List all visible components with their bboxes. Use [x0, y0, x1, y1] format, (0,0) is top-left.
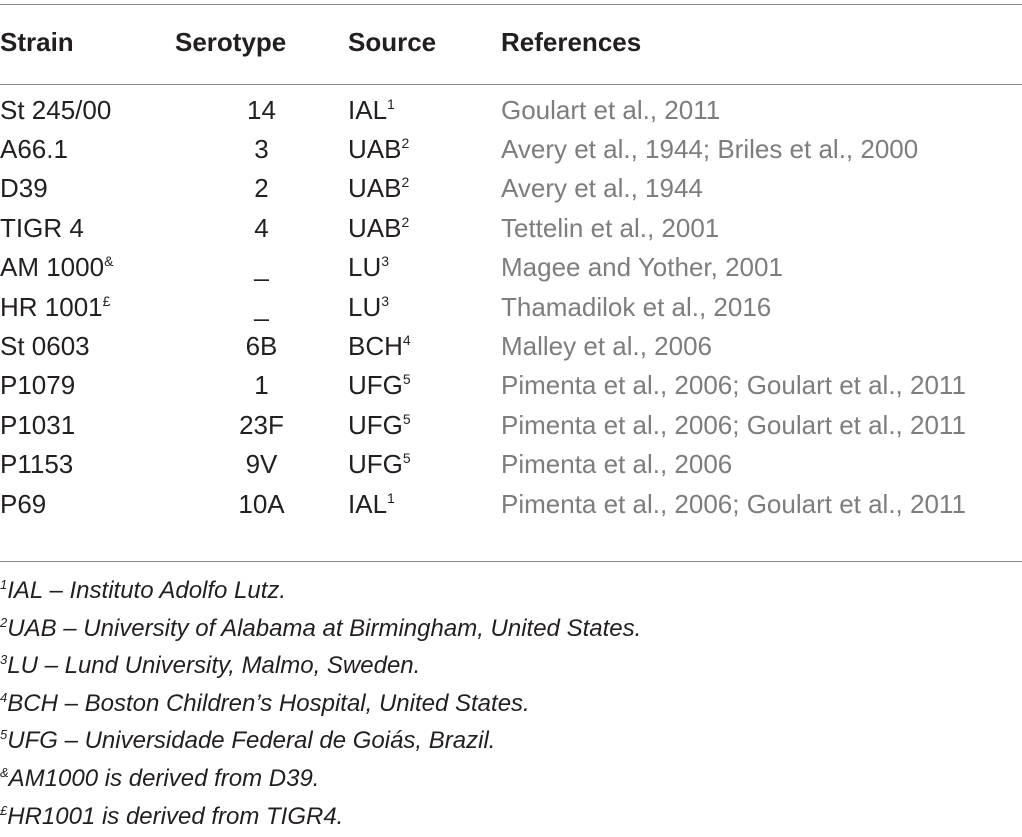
footnote — [0, 647, 1022, 685]
strain-name: P1079 — [0, 370, 76, 401]
serotype-cell: 10A — [238, 488, 285, 519]
strain-cell — [0, 84, 175, 129]
source-cell — [348, 208, 501, 247]
strain-name: St 245/00 — [0, 94, 112, 125]
footnote-mark: 5 — [0, 727, 8, 743]
strain-cell — [0, 287, 175, 326]
strain-name: A66.1 — [0, 134, 68, 165]
source-cell — [348, 129, 501, 168]
table-row — [0, 208, 1022, 247]
footnote-text: BCH – Boston Children’s Hospital, United States. — [7, 689, 530, 717]
table-row — [0, 84, 1022, 129]
source-name: IAL — [348, 94, 388, 125]
footnote — [0, 722, 1022, 760]
footnote-text: LU – Lund University, Malmo, Sweden. — [7, 652, 421, 680]
serotype-cell: 1 — [254, 370, 269, 401]
table-row — [0, 248, 1022, 287]
strain-cell — [0, 326, 175, 365]
footnote-mark: £ — [0, 802, 8, 818]
source-cell — [348, 248, 501, 287]
footnotes — [0, 572, 1022, 835]
serotype-cell: 3 — [254, 134, 269, 165]
references-cell: Malley et al., 2006 — [501, 331, 713, 362]
strain-footnote-mark: & — [104, 253, 114, 270]
table-body — [0, 84, 1022, 523]
strain-name: St 0603 — [0, 331, 90, 362]
footnote — [0, 610, 1022, 648]
references-cell: Tettelin et al., 2001 — [501, 212, 720, 243]
header-references: References — [501, 27, 642, 57]
source-name: LU — [348, 252, 382, 283]
references-cell: Goulart et al., 2011 — [501, 94, 721, 125]
table-row — [0, 484, 1022, 523]
strain-cell — [0, 405, 175, 444]
source-name: UAB — [348, 173, 402, 204]
source-cell — [348, 405, 501, 444]
serotype-cell: 23F — [239, 409, 284, 440]
source-cell — [348, 326, 501, 365]
table-bottom-rule — [0, 561, 1022, 562]
serotype-cell: 4 — [254, 212, 269, 243]
table-row — [0, 445, 1022, 484]
table-row — [0, 169, 1022, 208]
strain-cell — [0, 248, 175, 287]
strain-cell — [0, 129, 175, 168]
footnote-mark: 3 — [0, 652, 8, 668]
source-cell — [348, 445, 501, 484]
strain-footnote-mark: £ — [102, 292, 111, 309]
footnote-text: HR1001 is derived from TIGR4. — [7, 802, 344, 830]
strain-name: TIGR 4 — [0, 212, 84, 243]
table-row — [0, 366, 1022, 405]
table-row — [0, 326, 1022, 365]
footnote — [0, 798, 1022, 836]
footnote — [0, 685, 1022, 723]
strain-cell — [0, 445, 175, 484]
source-footnote-mark: 3 — [381, 292, 390, 309]
source-name: IAL — [348, 488, 388, 519]
strain-name: D39 — [0, 173, 48, 204]
source-cell — [348, 366, 501, 405]
serotype-cell: 9V — [245, 449, 278, 480]
header-strain: Strain — [0, 27, 74, 57]
source-footnote-mark: 5 — [402, 410, 411, 427]
references-cell: Thamadilok et al., 2016 — [501, 291, 772, 322]
references-cell: Pimenta et al., 2006; Goulart et al., 2011 — [501, 488, 966, 519]
source-footnote-mark: 4 — [402, 332, 411, 349]
footnote-text: UFG – Universidade Federal de Goiás, Brazil. — [7, 727, 496, 755]
source-footnote-mark: 1 — [387, 489, 395, 506]
serotype-cell: _ — [254, 252, 269, 283]
references-cell: Magee and Yother, 2001 — [501, 252, 783, 283]
source-name: UFG — [348, 449, 403, 480]
source-name: BCH — [348, 331, 403, 362]
footnote-mark: & — [0, 764, 9, 780]
source-name: UFG — [348, 409, 403, 440]
header-row — [0, 0, 1022, 84]
source-name: UAB — [348, 212, 402, 243]
footnote-mark: 1 — [0, 577, 8, 592]
source-footnote-mark: 3 — [381, 253, 390, 270]
source-name: UAB — [348, 134, 402, 165]
serotype-cell: 14 — [247, 94, 276, 125]
references-cell: Pimenta et al., 2006; Goulart et al., 2011 — [501, 370, 966, 401]
strain-name: HR 1001 — [0, 291, 103, 322]
serotype-cell: 6B — [245, 331, 278, 362]
source-cell — [348, 484, 501, 523]
header-source: Source — [348, 27, 437, 57]
source-name: LU — [348, 291, 382, 322]
source-footnote-mark: 2 — [401, 174, 410, 191]
footnote-mark: 4 — [0, 689, 8, 705]
strain-name: AM 1000 — [0, 252, 105, 283]
references-cell: Pimenta et al., 2006; Goulart et al., 2011 — [501, 409, 966, 440]
source-cell — [348, 287, 501, 326]
source-cell — [348, 169, 501, 208]
source-footnote-mark: 5 — [402, 371, 411, 388]
footnote — [0, 760, 1022, 798]
header-serotype: Serotype — [175, 27, 287, 57]
references-cell: Avery et al., 1944 — [501, 173, 703, 204]
footnote-mark: 2 — [0, 614, 8, 630]
strain-name: P69 — [0, 488, 47, 519]
footnote-text: IAL – Instituto Adolfo Lutz. — [7, 577, 287, 604]
source-footnote-mark: 2 — [401, 135, 410, 152]
source-footnote-mark: 5 — [402, 450, 411, 467]
serotype-cell: 2 — [254, 173, 269, 204]
references-cell: Pimenta et al., 2006 — [501, 449, 733, 480]
table-row — [0, 287, 1022, 326]
source-footnote-mark: 2 — [401, 213, 410, 230]
footnote — [0, 572, 1022, 610]
table-row — [0, 129, 1022, 168]
strain-cell — [0, 208, 175, 247]
strain-cell — [0, 169, 175, 208]
references-cell: Avery et al., 1944; Briles et al., 2000 — [501, 134, 919, 165]
table-row — [0, 405, 1022, 444]
footnote-text: UAB – University of Alabama at Birmingham, United States. — [7, 614, 642, 642]
strain-name: P1153 — [0, 449, 74, 480]
source-footnote-mark: 1 — [387, 95, 395, 112]
serotype-cell: _ — [254, 291, 269, 322]
source-cell — [348, 84, 501, 129]
strain-cell — [0, 366, 175, 405]
strain-cell — [0, 484, 175, 523]
footnote-text: AM1000 is derived from D39. — [8, 764, 320, 792]
strain-name: P1031 — [0, 409, 76, 440]
source-name: UFG — [348, 370, 403, 401]
